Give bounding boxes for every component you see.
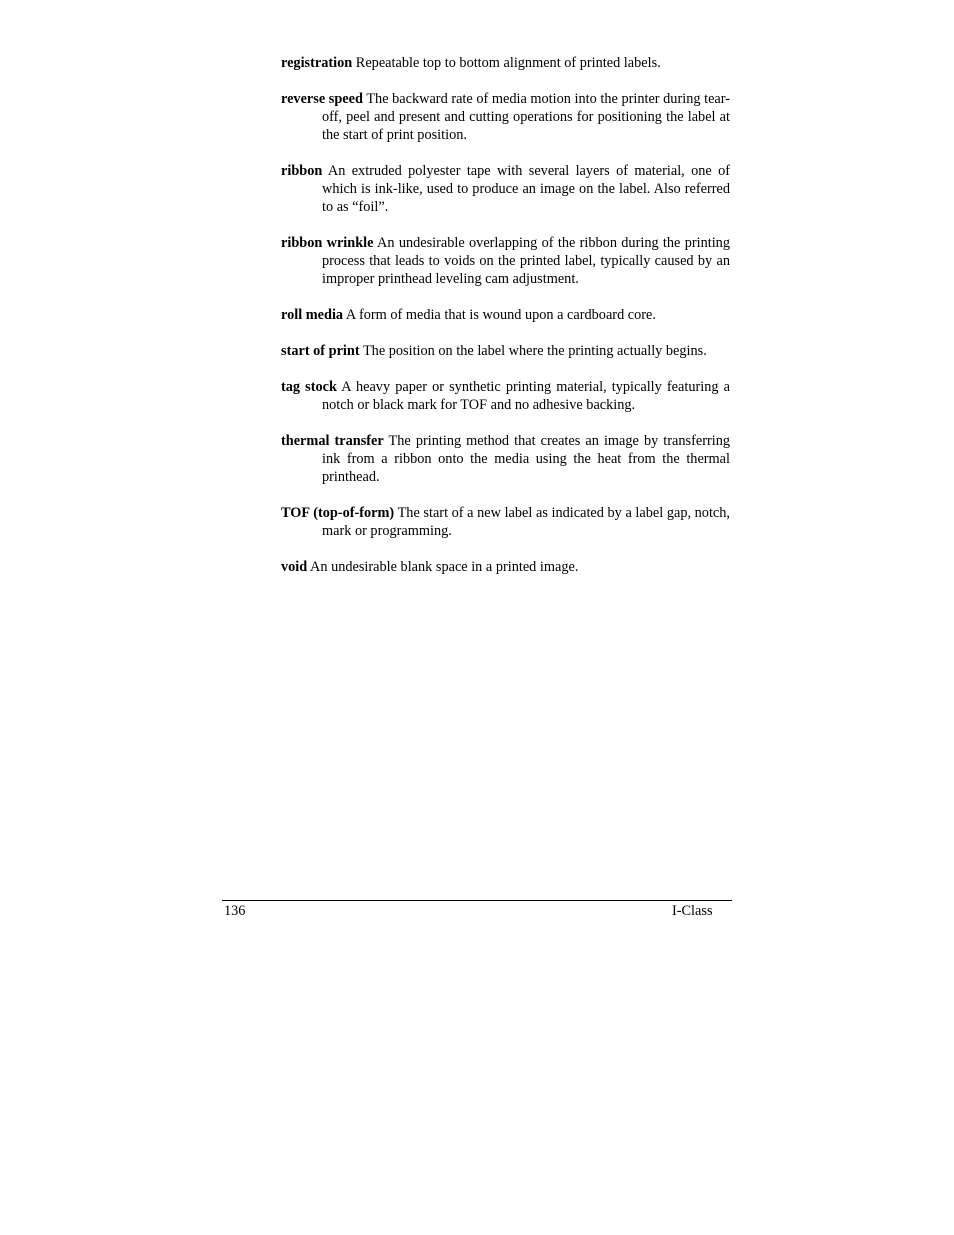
- glossary-term: start of print: [281, 343, 360, 359]
- glossary-definition: The printing method that creates an image by transferring ink from a ribbon onto the media using the heat from the thermal printhead.: [322, 433, 730, 485]
- glossary-term: ribbon: [281, 163, 323, 179]
- page-number: 136: [224, 903, 246, 919]
- glossary-term: void: [281, 559, 308, 575]
- glossary-entry-void: [281, 558, 730, 576]
- glossary-definition: The start of a new label as indicated by a label gap, notch, mark or programming.: [322, 505, 730, 539]
- glossary-definition: An extruded polyester tape with several layers of material, one of which is ink-like, used to produce an image on the label. Also referred to as “foil”.: [322, 163, 730, 215]
- glossary-entry-start-of-print: [281, 342, 730, 360]
- glossary-definition: A heavy paper or synthetic printing material, typically featuring a notch or black mark for TOF and no adhesive backing.: [322, 379, 730, 413]
- glossary-term: TOF (top-of-form): [281, 505, 395, 521]
- glossary-entry-registration: [281, 54, 730, 72]
- glossary-definition: An undesirable overlapping of the ribbon during the printing process that leads to voids on the printed label, typically caused by an improper printhead leveling cam adjustment.: [322, 235, 730, 287]
- footer-divider: [222, 900, 732, 901]
- glossary-entry-ribbon: [281, 162, 730, 216]
- glossary-term: tag stock: [281, 379, 337, 395]
- glossary-entry-roll-media: [281, 306, 730, 324]
- glossary-definition: An undesirable blank space in a printed image.: [310, 559, 579, 575]
- glossary-entry-tag-stock: [281, 378, 730, 414]
- glossary: [281, 54, 730, 594]
- glossary-entry-thermal-transfer: [281, 432, 730, 486]
- glossary-entry-reverse-speed: [281, 90, 730, 144]
- glossary-entry-tof: [281, 504, 730, 540]
- glossary-definition: The backward rate of media motion into the printer during tear-off, peel and present and cutting operations for positioning the label at the start of print position.: [322, 91, 730, 143]
- footer-title: I-Class: [672, 903, 713, 919]
- glossary-term: thermal transfer: [281, 433, 384, 449]
- glossary-definition: Repeatable top to bottom alignment of printed labels.: [355, 55, 661, 71]
- glossary-definition: The position on the label where the printing actually begins.: [362, 343, 707, 359]
- glossary-term: reverse speed: [281, 91, 363, 107]
- glossary-term: ribbon wrinkle: [281, 235, 374, 251]
- glossary-entry-ribbon-wrinkle: [281, 234, 730, 288]
- glossary-term: roll media: [281, 307, 344, 323]
- glossary-term: registration: [281, 55, 353, 71]
- glossary-definition: A form of media that is wound upon a cardboard core.: [345, 307, 656, 323]
